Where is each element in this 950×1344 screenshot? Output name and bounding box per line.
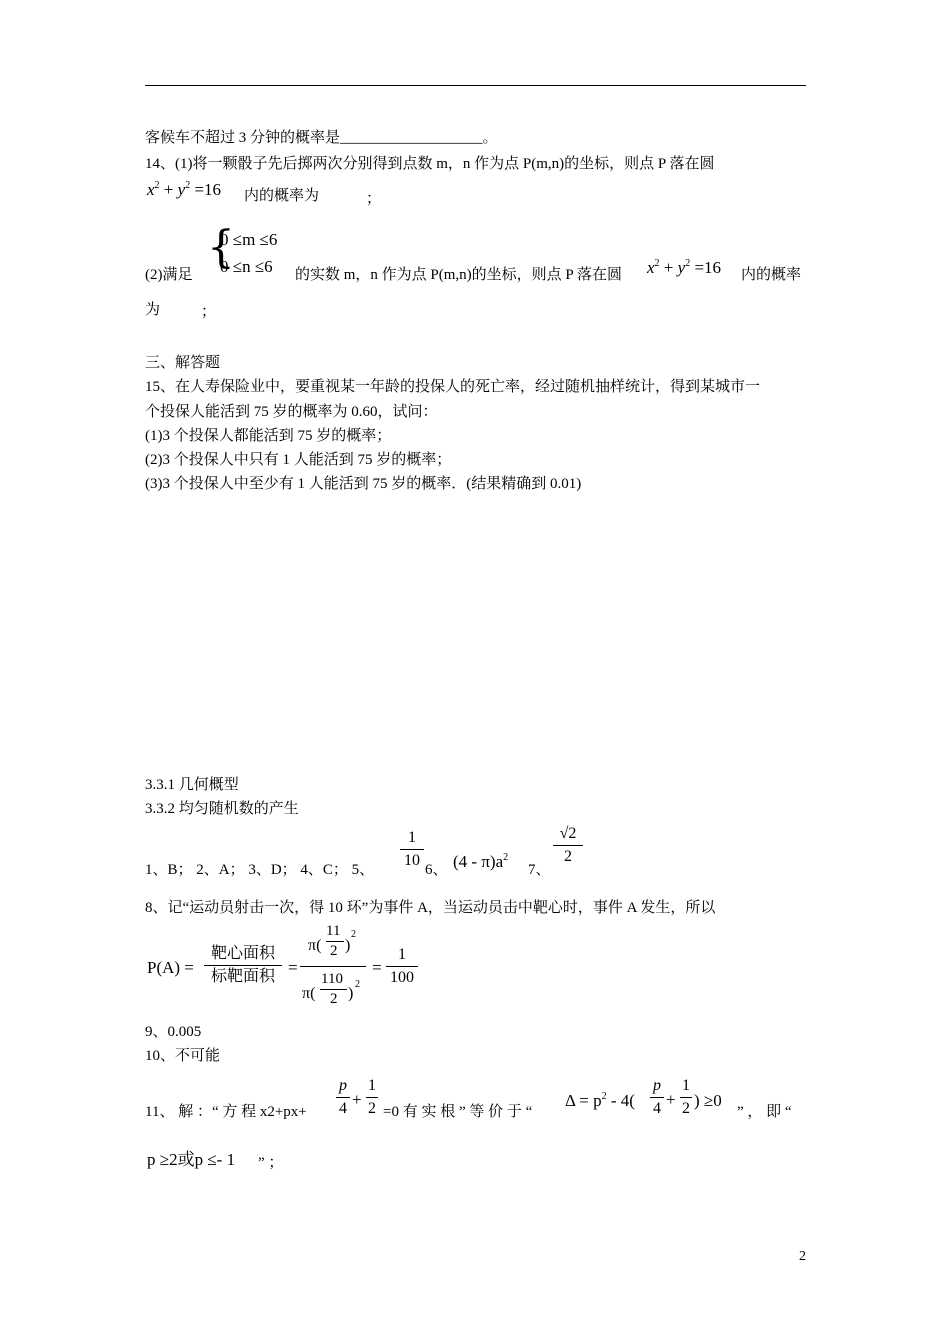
q11-delta-close: ) ≥0 xyxy=(694,1091,722,1110)
q11-end: ” ； xyxy=(258,1155,284,1171)
q11-delta-plus: + xyxy=(666,1090,676,1109)
q15-item-3: (3)3 个投保人中至少有 1 人能活到 75 岁的概率．(结果精确到 0.01) xyxy=(145,476,582,492)
answer5-fraction: 1 10 xyxy=(400,830,424,869)
answer7-fraction: √2 2 xyxy=(553,826,583,865)
q11-delta: $\Delta = p^2 - 4$( xyxy=(565,1091,635,1110)
q15-item-2: (2)3 个投保人中只有 1 人能活到 75 岁的概率； xyxy=(145,452,452,468)
q8-PA: P(A) = xyxy=(147,958,194,977)
q14-circle-eq-1: $x^2 + y^2 =16$ xyxy=(147,180,222,199)
q14-ineq-1: 0 ≤m ≤6 xyxy=(220,230,278,249)
q14-semicolon-2: ； xyxy=(201,304,217,320)
q15-line1: 15、在人寿保险业中，要重视某一年龄的投保人的死亡率，经过随机抽样统计，得到某城市一 xyxy=(145,379,761,395)
answer6-label: 6、 xyxy=(425,862,448,878)
q14-line1: 14、(1)将一颗骰子先后掷两次分别得到点数 m，n 作为点 P(m,n)的坐标，则点 P 落在圆 xyxy=(145,156,715,172)
q11-plus: + xyxy=(352,1090,362,1109)
q13-line xyxy=(145,131,498,146)
q14-p2-prefix: (2)满足 xyxy=(145,267,193,283)
brace-icon: { xyxy=(207,222,235,273)
section-title: 三、解答题 xyxy=(145,355,221,371)
answers-line-1: 1、B； 2、A； 3、D； 4、C； 5、 xyxy=(145,862,375,878)
q9-answer: 9、0.005 xyxy=(145,1024,202,1040)
q14-circle-eq-2: $x^2 + y^2 =16$ xyxy=(647,258,722,277)
q14-p2-mid: 的实数 m，n 作为点 P(m,n)的坐标，则点 P 落在圆 xyxy=(295,267,622,283)
page-number: 2 xyxy=(799,1249,806,1264)
q15-item-1: (1)3 个投保人都能活到 75 岁的概率； xyxy=(145,428,392,444)
q11-frac-p4: p 4 xyxy=(336,1078,350,1117)
q8-fraction-1: 靶心面积 标靶面积 xyxy=(204,946,282,985)
answer7-label: 7、 xyxy=(528,862,551,878)
header-rule xyxy=(145,85,806,86)
q15-line2: 个投保人能活到 75 岁的概率为 0.60，试问： xyxy=(145,404,438,420)
q13-blank: ___________________。 xyxy=(340,130,498,146)
q10-answer: 10、不可能 xyxy=(145,1048,221,1064)
q11-text-a: 11、 解 ：“ 方 程 x2+px+ xyxy=(145,1104,307,1120)
answers-heading-2: 3.3.2 均匀随机数的产生 xyxy=(145,801,299,817)
q11-delta-frac-half: 1 2 xyxy=(682,1077,690,1117)
q13-text: 客候车不超过 3 分钟的概率是 xyxy=(145,130,341,146)
q14-semicolon-1: ； xyxy=(366,191,382,207)
q14-line2-tail: 内的概率为 xyxy=(244,188,320,204)
q8-eq-2: = xyxy=(372,958,382,977)
q8-eq-1: = xyxy=(288,958,298,977)
q11-final: p ≥2或p ≤- 1 xyxy=(147,1150,236,1169)
q8-text: 8、记“运动员射击一次，得 10 环”为事件 A，当运动员击中靶心时，事件 A 发生，所以 xyxy=(145,900,716,916)
q11-text-c: ” ， 即 “ xyxy=(737,1104,792,1120)
answers-heading-1: 3.3.1 几何概型 xyxy=(145,777,239,793)
q14-p2-wei: 为 xyxy=(145,302,161,318)
answer6-expr: $(4 - \pi)a^2$ xyxy=(453,852,509,871)
q8-fraction-3: 1 100 xyxy=(386,947,418,986)
q14-p2-tail: 内的概率 xyxy=(741,267,802,283)
q8-fraction-2: π( 11 2 ) 2 π( 110 2 ) 2 xyxy=(300,924,366,1010)
q11-frac-half: 1 2 xyxy=(368,1077,376,1117)
q14-ineq-2: 0 ≤n ≤6 xyxy=(220,257,273,276)
q11-delta-frac-p4: p 4 xyxy=(650,1078,664,1117)
q11-text-b: =0 有 实 根 ” 等 价 于 “ xyxy=(383,1104,533,1120)
